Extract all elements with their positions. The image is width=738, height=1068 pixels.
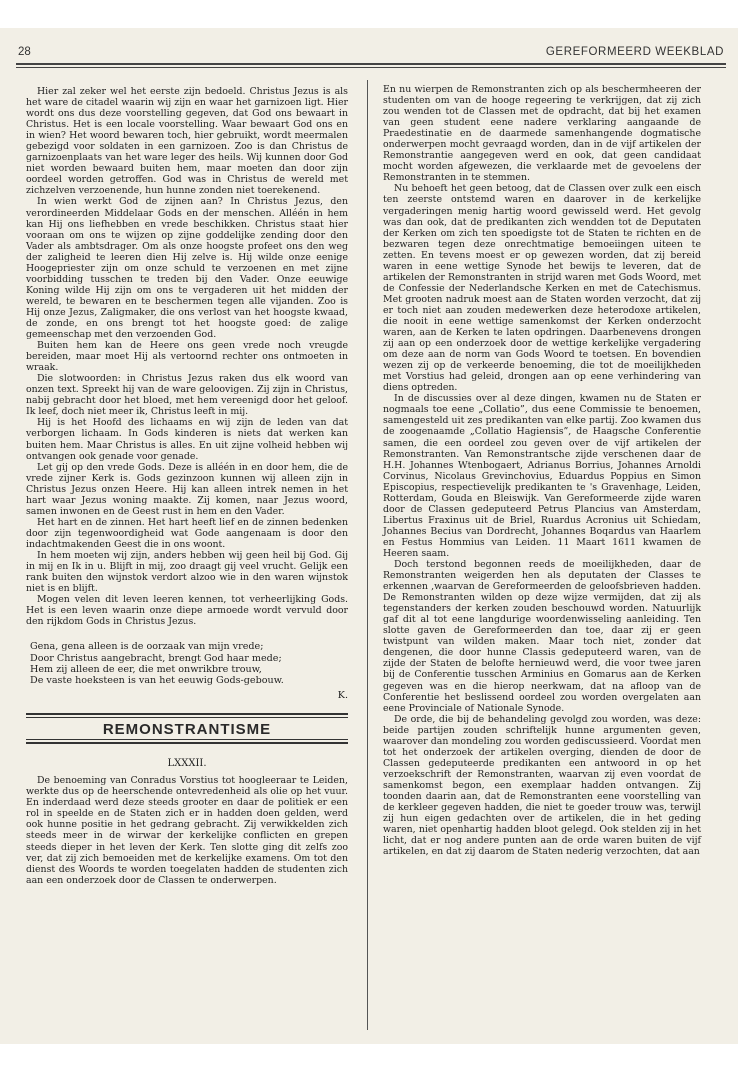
section-heading-box [26, 713, 348, 744]
paragraph: Die slotwoorden: in Christus Jezus raken dus elk woord van onzen text. Spreekt hij van de ware geloovigen. Zij zijn in Christus, nabij gebracht door het bloed, met hem vereenigd door het geloof. Ik leef, doch niet meer ik, Christus leeft in mij. [26, 373, 348, 418]
page-header [18, 44, 724, 62]
paragraph: Nu behoeft het geen betoog, dat de Classen over zulk een eisch ten zeerste ontstemd waren en daarover in de kerkelijke vergaderingen menig hartig woord gewisseld werd. Het gevolg was dan ook, dat de predikanten zich wendden tot de Deputaten der Kerken om zich ten spoedigste tot de Staten te richten en de bezwaren tegen deze onrechtmatige bemoeiingen uiteen te zetten. En tevens moest er op gewezen worden, dat zij bereid waren in eene wettige Synode het bewijs te leveren, dat de artikelen der Remonstranten in strijd waren met Gods Woord, met de Confessie der Nederlandsche Kerken en met de Catechismus. Met grooten nadruk moest aan de Staten worden verzocht, dat zij er toch niet aan zouden medewerken deze heterodoxe artikelen, die nooit in eene wettige samenkomst der Kerken onderzocht waren, aan de Kerken te laten opdringen. Daarbenevens drongen zij aan op een onderzoek door de wettige kerkelijke vergadering om deze aan de norm van Gods Woord te toetsen. En bovendien wezen zij op de verkeerde benoeming, die tot de moeilijkheden met Vorstius had geleid, drongen aan op eene verhindering van diens optreden. [383, 183, 701, 394]
paragraph: Hier zal zeker wel het eerste zijn bedoeld. Christus Jezus is als het ware de citadel waarin wij zijn en waar het garnizoen ligt. Hier wordt ons dus deze voorstelling gegeven, dat God ons bewaart in Christus. Het is een locale voorstelling. Waar bewaart God ons en in wien? Het woord bewaren toch, hier gebruikt, wordt meermalen gebezigd voor soldaten in een garnizoen. Zoo is dan Christus de garnizoenplaats van het ware leger des heils. Wij kunnen door God niet worden bewaard buiten hem, maar moeten dan door zijn oordeel worden getroffen. God was in Christus de wereld met zichzelven verzoenende, hun hunne zonden niet toerekenend. [26, 86, 348, 197]
column-divider [367, 80, 368, 1030]
poem-line: Gena, gena alleen is de oorzaak van mijn vrede; [30, 641, 264, 653]
publication-title: GEREFORMEERD WEEKBLAD [545, 46, 724, 58]
heading-rule [26, 739, 348, 740]
paragraph: Mogen velen dit leven leeren kennen, tot verheerlijking Gods. Het is een leven waarin onze diepe armoede wordt vervuld door den rijkdom Gods in Christus Jezus. [26, 594, 348, 628]
paragraph: In hem moeten wij zijn, anders hebben wij geen heil bij God. Gij in mij en Ik in u. Blijft in mij, zoo draagt gij veel vrucht. Gelijk een rank buiten den wijnstok verdort alzoo wie in den waren wijnstok niet is en blijft. [26, 549, 348, 595]
section-title: REMONSTRANTISME [102, 721, 272, 739]
paragraph: De orde, die bij de behandeling gevolgd zou worden, was deze: beide partijen zouden schriftelijk hunne argumenten geven, waarover dan mondeling zou worden gediscussieerd. Voordat men tot het onderzoek der artikelen overging, dienden de door de Classen gedeputeerde predikanten een antwoord in op het verzoekschrift der Remonstranten, waarvan zij even voordat de samenkomst begon, een exemplaar hadden ontvangen. Zij toonden daarin aan, dat de Remonstranten eene voorstelling van de kerkleer gegeven hadden, die niet te goeder trouw was, terwijl zij hun eigen gedachten over de artikelen, die in het geding waren, niet openhartig hadden bloot gelegd. Ook stelden zij in het licht, dat er nog andere punten aan de orde waren buiten de vijf artikelen, en dat zij daarom de Staten nederig verzochten, dat aan [383, 713, 701, 858]
paragraph: In de discussies over al deze dingen, kwamen nu de Staten er nogmaals toe eene „Collatio”, dus eene Commissie te benoemen, samengesteld uit zes predikanten van elke partij. Zoo kwamen dus de zoogenaamde „Collatio Hagiensis”, de Haagsche Conferentie samen, die een oordeel zou geven over de vijf artikelen der Remonstranten. Van Remonstrantsche zijde verschenen daar de H.H. Johannes Wtenbogaert, Adrianus Borrius, Johannes Arnoldi Corvinus, Nicolaus Grevinchovius, Eduardus Poppius en Simon Episcopius, respectievelijk predikanten te 's Gravenhage, Leiden, Rotterdam, Gouda en Bleiswijk. Van Gereformeerde zijde waren door de Classen gedeputeerd Petrus Plancius van Amsterdam, Libertus Fraxinus uit de Briel, Ruardus Acronius uit Schiedam, Johannes Becius van Dordrecht, Johannes Boqardus van Haarlem en Festus Hommius van Leiden. 11 Maart 1611 kwamen de Heeren saam. [383, 393, 702, 559]
paragraph: Buiten hem kan de Heere ons geen vrede noch vreugde bereiden, maar moet Hij als vertoornd rechter ons ontmoeten in wraak. [26, 340, 348, 374]
paragraph: Het hart en de zinnen. Het hart heeft lief en de zinnen bedenken door zijn tegenwoordigheid wat Gode aangenaam is door den indachtmakenden Geest die in ons woont. [26, 516, 348, 550]
author-signature: K. [337, 690, 348, 702]
right-column [383, 84, 701, 857]
poem-line: Hem zij alleen de eer, die met onwrikbre trouw, [30, 663, 262, 675]
heading-rule [26, 717, 348, 718]
heading-rule [26, 742, 348, 744]
poem-line: Door Christus aangebracht, brengt God haar mede; [30, 652, 282, 664]
heading-rule [26, 713, 348, 715]
paragraph: Hij is het Hoofd des lichaams en wij zijn de leden van dat verborgen lichaam. In Gods kinderen is niets dat werken kan buiten hem. Maar Christus is alles. En uit zijne volheid hebben wij ontvangen ook genade voor genade. [26, 417, 348, 462]
section-number: LXXXII. [167, 758, 207, 770]
poem-line: De vaste hoeksteen is van het eeuwig Gods-gebouw. [30, 674, 284, 686]
left-column [26, 86, 348, 886]
paragraph: En nu wierpen de Remonstranten zich op als beschermheeren der studenten om van de hooge regeering te verkrijgen, dat zij zich zou wenden tot de Classen met de opdracht, dat bij het examen van geen student eene nadere verklaring aangaande de Praedestinatie en de daarmede samenhangende dogmatische onderwerpen mocht gevraagd worden, dan in de vijf artikelen der Remonstrantie aangegeven werd en ook, dat geen candidaat mocht worden afgewezen, die verklaarde met de gevoelens der Remonstranten in te stemmen. [383, 84, 701, 184]
paragraph: In wien werkt God de zijnen aan? In Christus Jezus, den verordineerden Middelaar Gods en der menschen. Alléén in hem kan Hij ons liefhebben en vrede beschikken. Christus staat hier vooraan om ons te wijzen op zijne goddelijke zending door den Vader als ambtsdrager. Om als onze hoogste profeet ons den weg der zaligheid te leeren dien Hij zelve is. Hij wilde onze eenige Hoogepriester zijn om onze schuld te verzoenen en met zijne voorbidding tusschen te treden bij den Vader. Onze eeuwige Koning wilde Hij zijn om ons te vergaderen uit het midden der wereld, te bewaren en te beschermen tegen alle vijanden. Zoo is Hij onze Jezus, Zaligmaker, die ons verlost van het hoogste kwaad, de zonde, en ons brengt tot het hoogste goed: de zalige gemeenschap met den verzoenden God. [26, 196, 348, 341]
paragraph: Let gij op den vrede Gods. Deze is alléén in en door hem, die de vrede zijner Kerk is. Gods gezinzoon kunnen wij alleen zijn in Christus Jezus onzen Heere. Hij kan alleen intrek nemen in het hart waar Jezus woning maakte. Zij komen, naar Jezus woord, samen inwonen en de Geest rust in hem en den Vader. [26, 461, 348, 517]
poem [30, 641, 348, 686]
page-number: 28 [18, 46, 31, 58]
header-rule [16, 63, 726, 65]
header-rule-thin [16, 67, 726, 68]
paragraph: De benoeming van Conradus Vorstius tot hoogleeraar te Leiden, werkte dus op de heerschende ontevredenheid als olie op het vuur. En inderdaad werd deze steeds grooter en daar de politiek er een rol in speelde en de Staten zich er in hadden doen gelden, werd ook hunne positie in het gedrang gebracht. Zij verwikkelden zich steeds meer in de wirwar der kerkelijke conflicten en grepen steeds dieper in het leven der Kerk. Ten slotte ging dit zelfs zoo ver, dat zij zich bemoeiden met de kerkelijke examens. Om tot den dienst des Woords te worden toegelaten hadden de studenten zich aan een onderzoek door de Classen te onderwerpen. [26, 775, 348, 886]
paragraph: Doch terstond begonnen reeds de moeilijkheden, daar de Remonstranten weigerden hen als deputaten der Classes te erkennen ,waarvan de Gereformeerden de geloofsbrieven hadden. De Remonstranten wilden op deze wijze vermijden, dat zij als tegenstanders der kerken zouden beschouwd worden. Natuurlijk gaf dit al tot eene langdurige woordenwisseling aanleiding. Ten slotte gaven de Gereformeerden dan toe, daar zij er geen twistpunt van wilden maken. Maar toch niet, zonder dat dengenen, die door hunne Classis gedeputeerd waren, van de zijde der Staten de belofte hernieuwd werd, die voor twee jaren bij de Conferentie tusschen Arminius en Gomarus aan de Kerken gegeven was en die hierop neerkwam, dat na afloop van de Conferentie het beslissend oordeel zou worden overgelaten aan eene Provinciale of Nationale Synode. [383, 559, 701, 714]
